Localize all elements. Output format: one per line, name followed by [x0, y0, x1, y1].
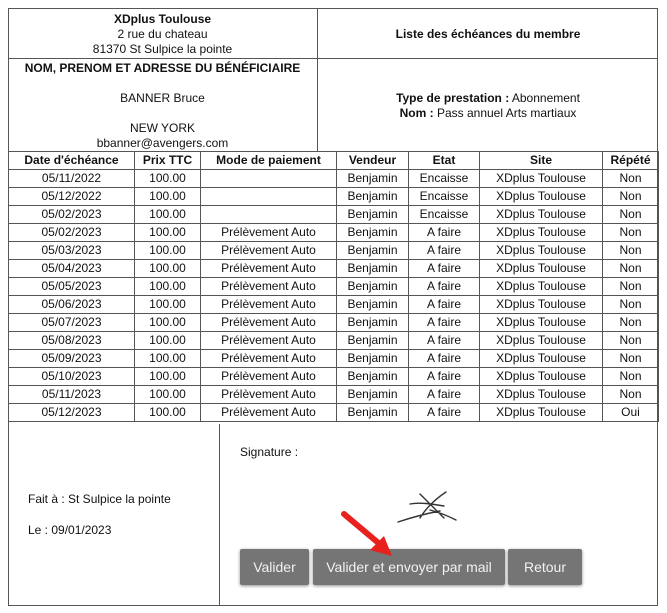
table-cell: Non — [603, 278, 659, 296]
table-cell: A faire — [409, 386, 480, 404]
table-cell: 05/03/2023 — [9, 242, 135, 260]
table-cell: Non — [603, 314, 659, 332]
beneficiary-heading: NOM, PRENOM ET ADRESSE DU BÉNÉFICIAIRE — [24, 61, 301, 75]
column-header: Date d'échéance — [9, 152, 135, 170]
table-cell: A faire — [409, 242, 480, 260]
table-row — [9, 278, 659, 296]
table-cell: 100.00 — [135, 350, 201, 368]
table-cell: XDplus Toulouse — [480, 242, 603, 260]
table-row — [9, 332, 659, 350]
table-cell: Oui — [603, 404, 659, 422]
table-cell: XDplus Toulouse — [480, 206, 603, 224]
table-cell: Prélèvement Auto — [201, 278, 337, 296]
column-header: Vendeur — [337, 152, 409, 170]
table-cell: Encaisse — [409, 206, 480, 224]
table-cell: Prélèvement Auto — [201, 314, 337, 332]
table-cell: 100.00 — [135, 206, 201, 224]
table-cell: Non — [603, 188, 659, 206]
table-cell: XDplus Toulouse — [480, 296, 603, 314]
table-cell: Benjamin — [337, 260, 409, 278]
table-cell: XDplus Toulouse — [480, 332, 603, 350]
table-cell: XDplus Toulouse — [480, 170, 603, 188]
table-cell: Benjamin — [337, 242, 409, 260]
table-row — [9, 224, 659, 242]
company-city: 81370 St Sulpice la pointe — [92, 42, 233, 56]
signature-label: Signature : — [240, 445, 299, 459]
table-cell: A faire — [409, 260, 480, 278]
table-cell: 05/12/2022 — [9, 188, 135, 206]
table-cell: XDplus Toulouse — [480, 386, 603, 404]
table-cell: 100.00 — [135, 404, 201, 422]
table-cell: Encaisse — [409, 188, 480, 206]
table-cell: Benjamin — [337, 350, 409, 368]
table-cell: 100.00 — [135, 332, 201, 350]
table-cell: Non — [603, 368, 659, 386]
table-cell: Prélèvement Auto — [201, 296, 337, 314]
table-cell — [201, 170, 337, 188]
table-cell: Prélèvement Auto — [201, 386, 337, 404]
table-cell: XDplus Toulouse — [480, 368, 603, 386]
column-header: Etat — [409, 152, 480, 170]
company-name: XDplus Toulouse — [113, 12, 212, 26]
valider-button[interactable]: Valider — [240, 549, 309, 585]
table-cell: A faire — [409, 224, 480, 242]
table-cell: Benjamin — [337, 332, 409, 350]
beneficiary-name: BANNER Bruce — [120, 91, 205, 105]
table-cell: A faire — [409, 314, 480, 332]
company-street: 2 rue du chateau — [117, 27, 208, 41]
table-cell — [201, 206, 337, 224]
table-row — [9, 206, 659, 224]
table-cell: A faire — [409, 404, 480, 422]
table-cell: Prélèvement Auto — [201, 368, 337, 386]
table-cell: Non — [603, 332, 659, 350]
table-cell: Prélèvement Auto — [201, 242, 337, 260]
table-cell: A faire — [409, 368, 480, 386]
table-cell: 100.00 — [135, 368, 201, 386]
table-cell: Non — [603, 350, 659, 368]
prestation-nom-value: Pass annuel Arts martiaux — [436, 106, 577, 120]
table-row — [9, 296, 659, 314]
table-row — [9, 404, 659, 422]
red-arrow-annotation — [330, 500, 410, 570]
table-cell: 05/05/2023 — [9, 278, 135, 296]
table-cell: Benjamin — [337, 296, 409, 314]
table-cell: Prélèvement Auto — [201, 404, 337, 422]
table-cell: 100.00 — [135, 314, 201, 332]
beneficiary-email: bbanner@avengers.com — [96, 136, 229, 150]
table-cell: Benjamin — [337, 206, 409, 224]
table-row — [9, 314, 659, 332]
table-cell: 05/06/2023 — [9, 296, 135, 314]
table-cell: Benjamin — [337, 368, 409, 386]
table-cell: 05/07/2023 — [9, 314, 135, 332]
table-cell: 05/02/2023 — [9, 224, 135, 242]
header-block — [8, 8, 658, 152]
table-cell: 100.00 — [135, 170, 201, 188]
beneficiary-block — [8, 61, 317, 151]
column-header: Site — [480, 152, 603, 170]
table-cell: 05/11/2022 — [9, 170, 135, 188]
column-header: Prix TTC — [135, 152, 201, 170]
table-cell: 100.00 — [135, 188, 201, 206]
table-row — [9, 350, 659, 368]
table-cell: A faire — [409, 296, 480, 314]
table-cell: A faire — [409, 350, 480, 368]
prestation-type-value: Abonnement — [511, 91, 580, 105]
table-row — [9, 386, 659, 404]
page-title: Liste des échéances du membre — [395, 27, 581, 41]
table-cell: 100.00 — [135, 386, 201, 404]
prestation-type-label: Type de prestation : — [396, 91, 510, 105]
echeances-table — [8, 151, 659, 422]
table-cell: A faire — [409, 332, 480, 350]
table-cell: Prélèvement Auto — [201, 332, 337, 350]
fait-a-text: Fait à : St Sulpice la pointe — [28, 492, 171, 506]
column-header: Mode de paiement — [201, 152, 337, 170]
table-cell: Benjamin — [337, 386, 409, 404]
table-row — [9, 188, 659, 206]
table-cell: Prélèvement Auto — [201, 224, 337, 242]
table-cell: 05/12/2023 — [9, 404, 135, 422]
table-cell: Benjamin — [337, 314, 409, 332]
table-cell: Benjamin — [337, 170, 409, 188]
table-cell: XDplus Toulouse — [480, 404, 603, 422]
table-cell: Benjamin — [337, 224, 409, 242]
table-cell: Prélèvement Auto — [201, 260, 337, 278]
table-cell: Non — [603, 206, 659, 224]
location-date-block — [8, 424, 220, 606]
table-cell: 100.00 — [135, 260, 201, 278]
table-cell: XDplus Toulouse — [480, 350, 603, 368]
table-cell: Non — [603, 296, 659, 314]
table-row — [9, 260, 659, 278]
table-cell: Encaisse — [409, 170, 480, 188]
table-cell: XDplus Toulouse — [480, 278, 603, 296]
table-cell: Non — [603, 224, 659, 242]
table-cell: Non — [603, 386, 659, 404]
table-row — [9, 170, 659, 188]
table-cell: 05/10/2023 — [9, 368, 135, 386]
prestation-nom-label: Nom : — [399, 106, 434, 120]
table-cell: Benjamin — [337, 188, 409, 206]
beneficiary-city: NEW YORK — [129, 121, 196, 135]
table-cell: XDplus Toulouse — [480, 188, 603, 206]
column-header: Répété — [603, 152, 659, 170]
valider-envoyer-mail-button[interactable]: Valider et envoyer par mail — [313, 549, 505, 585]
table-cell: 05/08/2023 — [9, 332, 135, 350]
retour-button[interactable]: Retour — [508, 549, 582, 585]
table-cell: 100.00 — [135, 224, 201, 242]
table-cell: 100.00 — [135, 242, 201, 260]
table-cell — [201, 188, 337, 206]
table-header-row — [9, 152, 659, 170]
table-cell: Benjamin — [337, 278, 409, 296]
table-cell: 05/09/2023 — [9, 350, 135, 368]
table-cell: 100.00 — [135, 278, 201, 296]
table-cell: 05/02/2023 — [9, 206, 135, 224]
table-cell: Non — [603, 170, 659, 188]
table-cell: XDplus Toulouse — [480, 224, 603, 242]
date-text: Le : 09/01/2023 — [28, 523, 112, 537]
table-cell: A faire — [409, 278, 480, 296]
table-row — [9, 368, 659, 386]
table-cell: Prélèvement Auto — [201, 350, 337, 368]
table-row — [9, 242, 659, 260]
table-cell: Non — [603, 260, 659, 278]
table-body — [9, 170, 659, 422]
table-cell: XDplus Toulouse — [480, 314, 603, 332]
table-cell: 05/11/2023 — [9, 386, 135, 404]
company-address — [8, 12, 317, 57]
table-cell: Benjamin — [337, 404, 409, 422]
table-cell: 100.00 — [135, 296, 201, 314]
table-cell: 05/04/2023 — [9, 260, 135, 278]
table-cell: Non — [603, 242, 659, 260]
table-cell: XDplus Toulouse — [480, 260, 603, 278]
prestation-block — [318, 91, 658, 121]
